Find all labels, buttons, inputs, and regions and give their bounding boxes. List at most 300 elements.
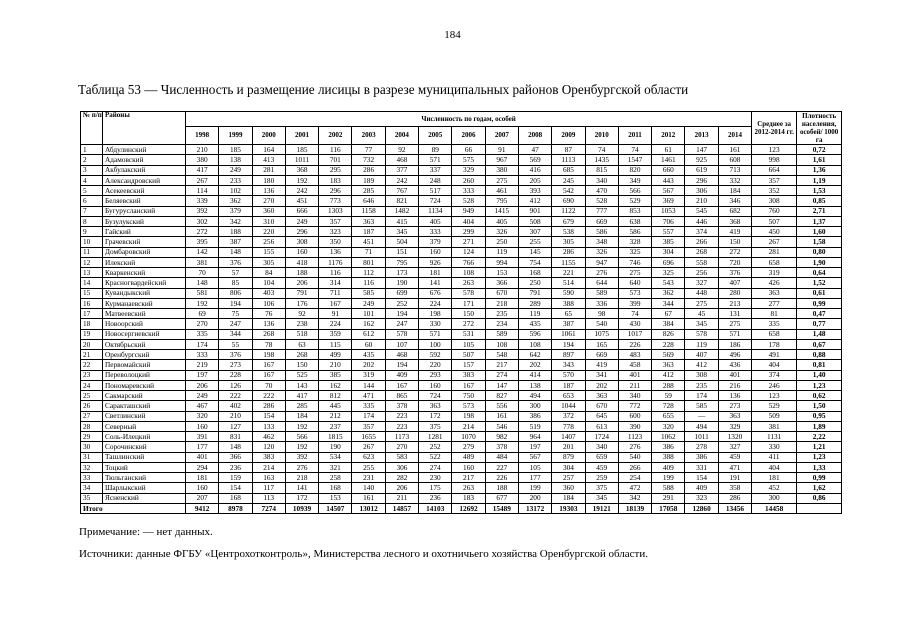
year-value: 153 bbox=[319, 493, 352, 503]
year-value: 566 bbox=[618, 186, 651, 196]
year-value: 585 bbox=[352, 288, 385, 298]
year-value: 596 bbox=[518, 329, 551, 339]
year-value: 194 bbox=[552, 339, 585, 349]
year-value: 222 bbox=[219, 391, 252, 401]
year-value: 168 bbox=[219, 493, 252, 503]
year-value: 557 bbox=[652, 227, 685, 237]
year-value: 198 bbox=[419, 309, 452, 319]
mean-value: 181 bbox=[752, 473, 797, 483]
year-value: 640 bbox=[618, 278, 651, 288]
year-value: 419 bbox=[718, 227, 751, 237]
year-value: 666 bbox=[285, 206, 318, 216]
year-value: 982 bbox=[485, 432, 518, 442]
row-number: 11 bbox=[81, 247, 103, 257]
year-value: 116 bbox=[352, 278, 385, 288]
table-row bbox=[81, 391, 842, 401]
year-value: 273 bbox=[718, 401, 751, 411]
mean-value: 308 bbox=[752, 196, 797, 206]
year-value: 210 bbox=[319, 360, 352, 370]
year-value: 623 bbox=[352, 452, 385, 462]
row-number: 4 bbox=[81, 175, 103, 185]
district-name: Матвеевский bbox=[103, 309, 186, 319]
year-value: 250 bbox=[518, 278, 551, 288]
year-value: 391 bbox=[186, 432, 219, 442]
year-value: 78 bbox=[252, 339, 285, 349]
district-name: Бузулукский bbox=[103, 216, 186, 226]
year-value: 212 bbox=[319, 411, 352, 421]
year-value: 268 bbox=[285, 350, 318, 360]
year-value: 198 bbox=[252, 350, 285, 360]
year-value: 375 bbox=[585, 483, 618, 493]
year-value: 119 bbox=[518, 309, 551, 319]
district-name: Шарлыкский bbox=[103, 483, 186, 493]
mean-value: 450 bbox=[752, 227, 797, 237]
year-value: 59 bbox=[652, 391, 685, 401]
year-value: 192 bbox=[285, 442, 318, 452]
year-value: 1415 bbox=[485, 206, 518, 216]
year-value: 167 bbox=[452, 380, 485, 390]
year-value: 1655 bbox=[352, 432, 385, 442]
year-value: 366 bbox=[219, 452, 252, 462]
density-value: 0,99 bbox=[797, 473, 842, 483]
year-value: 285 bbox=[352, 186, 385, 196]
table-row bbox=[81, 165, 842, 175]
year-value: 386 bbox=[652, 442, 685, 452]
year-value: 275 bbox=[485, 175, 518, 185]
year-value: 153 bbox=[485, 268, 518, 278]
year-value: 305 bbox=[252, 257, 285, 267]
district-name: Пономаревский bbox=[103, 380, 186, 390]
year-value: 84 bbox=[252, 268, 285, 278]
year-value: 305 bbox=[552, 237, 585, 247]
year-value: 368 bbox=[718, 216, 751, 226]
header-year: 1999 bbox=[219, 127, 252, 145]
year-value: 327 bbox=[718, 442, 751, 452]
year-value: 358 bbox=[718, 483, 751, 493]
year-value: 363 bbox=[585, 391, 618, 401]
year-value: 827 bbox=[485, 391, 518, 401]
year-value: 401 bbox=[618, 370, 651, 380]
district-name: Новоорский bbox=[103, 319, 186, 329]
year-value: 131 bbox=[718, 309, 751, 319]
year-value: 117 bbox=[252, 483, 285, 493]
row-number: 26 bbox=[81, 401, 103, 411]
year-value: 85 bbox=[219, 278, 252, 288]
row-number: 18 bbox=[81, 319, 103, 329]
year-value: 435 bbox=[352, 350, 385, 360]
year-value: 231 bbox=[352, 473, 385, 483]
year-value: 333 bbox=[452, 186, 485, 196]
year-value: 964 bbox=[518, 432, 551, 442]
year-value: 341 bbox=[585, 370, 618, 380]
year-value: 199 bbox=[652, 473, 685, 483]
district-name: Илекский bbox=[103, 257, 186, 267]
year-value: 613 bbox=[585, 421, 618, 431]
year-value: 569 bbox=[652, 350, 685, 360]
year-value: 383 bbox=[452, 370, 485, 380]
year-value: 192 bbox=[285, 421, 318, 431]
row-number: 35 bbox=[81, 493, 103, 503]
year-value: 417 bbox=[186, 165, 219, 175]
year-value: 677 bbox=[485, 493, 518, 503]
year-value: 136 bbox=[252, 186, 285, 196]
year-value: 573 bbox=[452, 401, 485, 411]
district-name: Адамовский bbox=[103, 155, 186, 165]
mean-value: 267 bbox=[752, 237, 797, 247]
year-value: 272 bbox=[452, 319, 485, 329]
table-row bbox=[81, 339, 842, 349]
year-value: 184 bbox=[718, 186, 751, 196]
year-value: 168 bbox=[518, 268, 551, 278]
year-value: 545 bbox=[685, 206, 718, 216]
total-year-value: 14103 bbox=[419, 503, 452, 513]
total-year-value: 18139 bbox=[618, 503, 651, 513]
district-name: Октябрьский bbox=[103, 339, 186, 349]
mean-value: 507 bbox=[752, 216, 797, 226]
year-value: 272 bbox=[186, 227, 219, 237]
year-value: 337 bbox=[419, 165, 452, 175]
year-value: 531 bbox=[452, 329, 485, 339]
year-value: 113 bbox=[252, 493, 285, 503]
year-value: 154 bbox=[219, 483, 252, 493]
year-value: 136 bbox=[319, 247, 352, 257]
year-value: 690 bbox=[552, 196, 585, 206]
year-value: 183 bbox=[319, 175, 352, 185]
table-row bbox=[81, 175, 842, 185]
year-value: 578 bbox=[452, 288, 485, 298]
row-number: 13 bbox=[81, 268, 103, 278]
year-value: 237 bbox=[319, 421, 352, 431]
year-value: 336 bbox=[585, 298, 618, 308]
year-value: 70 bbox=[252, 380, 285, 390]
year-value: 375 bbox=[419, 421, 452, 431]
density-value: 1,23 bbox=[797, 452, 842, 462]
year-value: 320 bbox=[652, 421, 685, 431]
year-value: 167 bbox=[252, 360, 285, 370]
row-number: 17 bbox=[81, 309, 103, 319]
year-value: 279 bbox=[452, 442, 485, 452]
year-value: 1815 bbox=[319, 432, 352, 442]
year-value: 216 bbox=[718, 380, 751, 390]
year-value: 589 bbox=[585, 288, 618, 298]
table-row bbox=[81, 319, 842, 329]
header-year: 2011 bbox=[618, 127, 651, 145]
year-value: 274 bbox=[419, 462, 452, 472]
year-value: 519 bbox=[518, 421, 551, 431]
year-value: 70 bbox=[186, 268, 219, 278]
density-value: 1,48 bbox=[797, 329, 842, 339]
table-row bbox=[81, 268, 842, 278]
year-value: 198 bbox=[452, 411, 485, 421]
year-value: 281 bbox=[252, 165, 285, 175]
table-row bbox=[81, 442, 842, 452]
year-value: 176 bbox=[285, 298, 318, 308]
year-value: 92 bbox=[385, 145, 418, 155]
year-value: 222 bbox=[252, 391, 285, 401]
year-value: 345 bbox=[585, 493, 618, 503]
density-value: 1,36 bbox=[797, 165, 842, 175]
year-value: 67 bbox=[652, 309, 685, 319]
year-value: 403 bbox=[252, 288, 285, 298]
year-value: 65 bbox=[552, 309, 585, 319]
header-year: 2000 bbox=[252, 127, 285, 145]
mean-value: 529 bbox=[752, 401, 797, 411]
header-mean: Среднее за 2012-2014 гг. bbox=[752, 112, 797, 145]
year-value: 291 bbox=[652, 493, 685, 503]
year-value: 750 bbox=[452, 391, 485, 401]
header-number: № п/п bbox=[81, 112, 103, 145]
year-value: 1044 bbox=[552, 401, 585, 411]
year-value: 388 bbox=[652, 452, 685, 462]
year-value: 250 bbox=[485, 237, 518, 247]
year-value: 387 bbox=[219, 237, 252, 247]
year-value: 1017 bbox=[618, 329, 651, 339]
header-year: 2004 bbox=[385, 127, 418, 145]
year-value: 191 bbox=[718, 473, 751, 483]
year-value: 247 bbox=[385, 319, 418, 329]
year-value: 276 bbox=[585, 268, 618, 278]
year-value: 256 bbox=[252, 237, 285, 247]
year-value: 100 bbox=[419, 339, 452, 349]
year-value: 189 bbox=[352, 175, 385, 185]
year-value: 142 bbox=[186, 247, 219, 257]
year-value: 188 bbox=[285, 268, 318, 278]
year-value: 210 bbox=[219, 411, 252, 421]
year-value: 608 bbox=[718, 155, 751, 165]
year-value: 275 bbox=[618, 268, 651, 278]
year-value: 256 bbox=[685, 268, 718, 278]
district-name: Новосергиевский bbox=[103, 329, 186, 339]
year-value: 612 bbox=[352, 329, 385, 339]
header-year: 2003 bbox=[352, 127, 385, 145]
year-value: 772 bbox=[618, 401, 651, 411]
row-number: 8 bbox=[81, 216, 103, 226]
table-row bbox=[81, 288, 842, 298]
year-value: 767 bbox=[385, 186, 418, 196]
year-value: 329 bbox=[452, 165, 485, 175]
year-value: 586 bbox=[585, 227, 618, 237]
year-value: 114 bbox=[186, 186, 219, 196]
year-value: 205 bbox=[518, 175, 551, 185]
year-value: 213 bbox=[718, 298, 751, 308]
year-value: 567 bbox=[652, 186, 685, 196]
row-number: 29 bbox=[81, 432, 103, 442]
year-value: 1113 bbox=[552, 155, 585, 165]
year-value: 272 bbox=[718, 247, 751, 257]
year-value: 163 bbox=[252, 473, 285, 483]
year-value: 304 bbox=[552, 462, 585, 472]
year-value: 273 bbox=[219, 360, 252, 370]
year-value: 66 bbox=[452, 145, 485, 155]
year-value: 160 bbox=[186, 421, 219, 431]
year-value: 194 bbox=[219, 298, 252, 308]
table-row bbox=[81, 155, 842, 165]
year-value: 268 bbox=[685, 247, 718, 257]
year-value: 412 bbox=[652, 370, 685, 380]
year-value: 357 bbox=[319, 216, 352, 226]
year-value: 385 bbox=[652, 237, 685, 247]
year-value: 1053 bbox=[652, 206, 685, 216]
table-row bbox=[81, 216, 842, 226]
year-value: 185 bbox=[219, 145, 252, 155]
year-value: 1281 bbox=[419, 432, 452, 442]
year-value: 925 bbox=[685, 155, 718, 165]
district-name: Домбаровский bbox=[103, 247, 186, 257]
year-value: 320 bbox=[186, 411, 219, 421]
mean-value: 81 bbox=[752, 309, 797, 319]
year-value: 162 bbox=[319, 380, 352, 390]
density-value: 0,47 bbox=[797, 309, 842, 319]
density-value: 0,95 bbox=[797, 411, 842, 421]
row-number: 31 bbox=[81, 452, 103, 462]
year-value: 190 bbox=[319, 442, 352, 452]
density-value: 1,33 bbox=[797, 462, 842, 472]
year-value: 165 bbox=[585, 339, 618, 349]
mean-value: 658 bbox=[752, 329, 797, 339]
year-value: 578 bbox=[685, 329, 718, 339]
year-value: 60 bbox=[352, 339, 385, 349]
page-number: 184 bbox=[444, 29, 461, 41]
year-value: 150 bbox=[452, 309, 485, 319]
year-value: 362 bbox=[652, 288, 685, 298]
row-number: 19 bbox=[81, 329, 103, 339]
year-value: 821 bbox=[385, 196, 418, 206]
year-value: 393 bbox=[518, 186, 551, 196]
year-value: 534 bbox=[319, 452, 352, 462]
year-value: 148 bbox=[219, 247, 252, 257]
year-value: 826 bbox=[652, 329, 685, 339]
year-value: 296 bbox=[319, 186, 352, 196]
year-value: 470 bbox=[585, 186, 618, 196]
density-value: 1,89 bbox=[797, 421, 842, 431]
year-value: 350 bbox=[319, 237, 352, 247]
year-value: 494 bbox=[518, 391, 551, 401]
header-year: 2012 bbox=[652, 127, 685, 145]
year-value: 669 bbox=[585, 350, 618, 360]
table-row bbox=[81, 237, 842, 247]
district-name: Сорочинский bbox=[103, 442, 186, 452]
year-value: 1075 bbox=[585, 329, 618, 339]
density-value: 1,60 bbox=[797, 227, 842, 237]
year-value: 47 bbox=[518, 145, 551, 155]
year-value: 255 bbox=[352, 462, 385, 472]
year-value: 249 bbox=[352, 298, 385, 308]
year-value: 335 bbox=[186, 329, 219, 339]
density-value: 1,40 bbox=[797, 370, 842, 380]
year-value: 713 bbox=[718, 165, 751, 175]
year-value: 268 bbox=[252, 329, 285, 339]
year-value: 342 bbox=[219, 216, 252, 226]
year-value: 471 bbox=[352, 391, 385, 401]
row-number: 22 bbox=[81, 360, 103, 370]
year-value: 201 bbox=[552, 442, 585, 452]
year-value: 167 bbox=[385, 380, 418, 390]
year-value: 210 bbox=[685, 196, 718, 206]
year-value: 267 bbox=[186, 175, 219, 185]
total-row bbox=[81, 503, 842, 513]
year-value: 402 bbox=[219, 401, 252, 411]
year-value: 327 bbox=[685, 278, 718, 288]
year-value: 299 bbox=[452, 227, 485, 237]
district-name: Переволоцкий bbox=[103, 370, 186, 380]
year-value: 141 bbox=[419, 278, 452, 288]
header-year: 2013 bbox=[685, 127, 718, 145]
district-name: Оренбургский bbox=[103, 350, 186, 360]
year-value: 242 bbox=[385, 175, 418, 185]
year-value: 732 bbox=[352, 155, 385, 165]
mean-value: 335 bbox=[752, 319, 797, 329]
year-value: 1070 bbox=[452, 432, 485, 442]
year-value: 108 bbox=[518, 339, 551, 349]
year-value: 235 bbox=[685, 380, 718, 390]
density-value: 1,21 bbox=[797, 442, 842, 452]
density-value: 0,80 bbox=[797, 247, 842, 257]
header-year: 1998 bbox=[186, 127, 219, 145]
year-value: 249 bbox=[219, 165, 252, 175]
mean-value: 760 bbox=[752, 206, 797, 216]
year-value: 171 bbox=[452, 298, 485, 308]
year-value: 372 bbox=[552, 411, 585, 421]
year-value: 242 bbox=[285, 186, 318, 196]
district-name: Соль-Илецкий bbox=[103, 432, 186, 442]
year-value: 346 bbox=[718, 196, 751, 206]
year-value: 388 bbox=[552, 298, 585, 308]
mean-value: 246 bbox=[752, 380, 797, 390]
year-value: 901 bbox=[518, 206, 551, 216]
mean-value: 998 bbox=[752, 155, 797, 165]
total-density bbox=[797, 503, 842, 513]
year-value: 345 bbox=[385, 227, 418, 237]
year-value: 233 bbox=[219, 175, 252, 185]
year-value: 967 bbox=[485, 155, 518, 165]
year-value: 63 bbox=[285, 339, 318, 349]
year-value: 363 bbox=[718, 411, 751, 421]
table-row bbox=[81, 278, 842, 288]
header-year: 2014 bbox=[718, 127, 751, 145]
row-number: 33 bbox=[81, 473, 103, 483]
year-value: 436 bbox=[718, 360, 751, 370]
year-value: 234 bbox=[485, 319, 518, 329]
density-value: 0,86 bbox=[797, 493, 842, 503]
year-value: 815 bbox=[585, 165, 618, 175]
year-value: 1122 bbox=[552, 206, 585, 216]
year-value: 274 bbox=[485, 370, 518, 380]
table-row bbox=[81, 206, 842, 216]
year-value: 119 bbox=[485, 247, 518, 257]
year-value: 263 bbox=[452, 483, 485, 493]
year-value: 276 bbox=[285, 462, 318, 472]
year-value: 1482 bbox=[385, 206, 418, 216]
year-value: 376 bbox=[219, 257, 252, 267]
year-value: 192 bbox=[186, 298, 219, 308]
row-number: 3 bbox=[81, 165, 103, 175]
year-value: 332 bbox=[718, 175, 751, 185]
year-value: 1062 bbox=[652, 432, 685, 442]
year-value: 270 bbox=[186, 319, 219, 329]
year-value: 249 bbox=[186, 391, 219, 401]
density-value: 0,64 bbox=[797, 268, 842, 278]
mean-value: 411 bbox=[752, 452, 797, 462]
year-value: 1724 bbox=[585, 432, 618, 442]
mean-value: 281 bbox=[752, 247, 797, 257]
year-value: 194 bbox=[385, 360, 418, 370]
year-value: 443 bbox=[652, 175, 685, 185]
total-mean: 14458 bbox=[752, 503, 797, 513]
year-value: 75 bbox=[219, 309, 252, 319]
year-value: 670 bbox=[485, 288, 518, 298]
row-number: 21 bbox=[81, 350, 103, 360]
year-value: 573 bbox=[618, 288, 651, 298]
